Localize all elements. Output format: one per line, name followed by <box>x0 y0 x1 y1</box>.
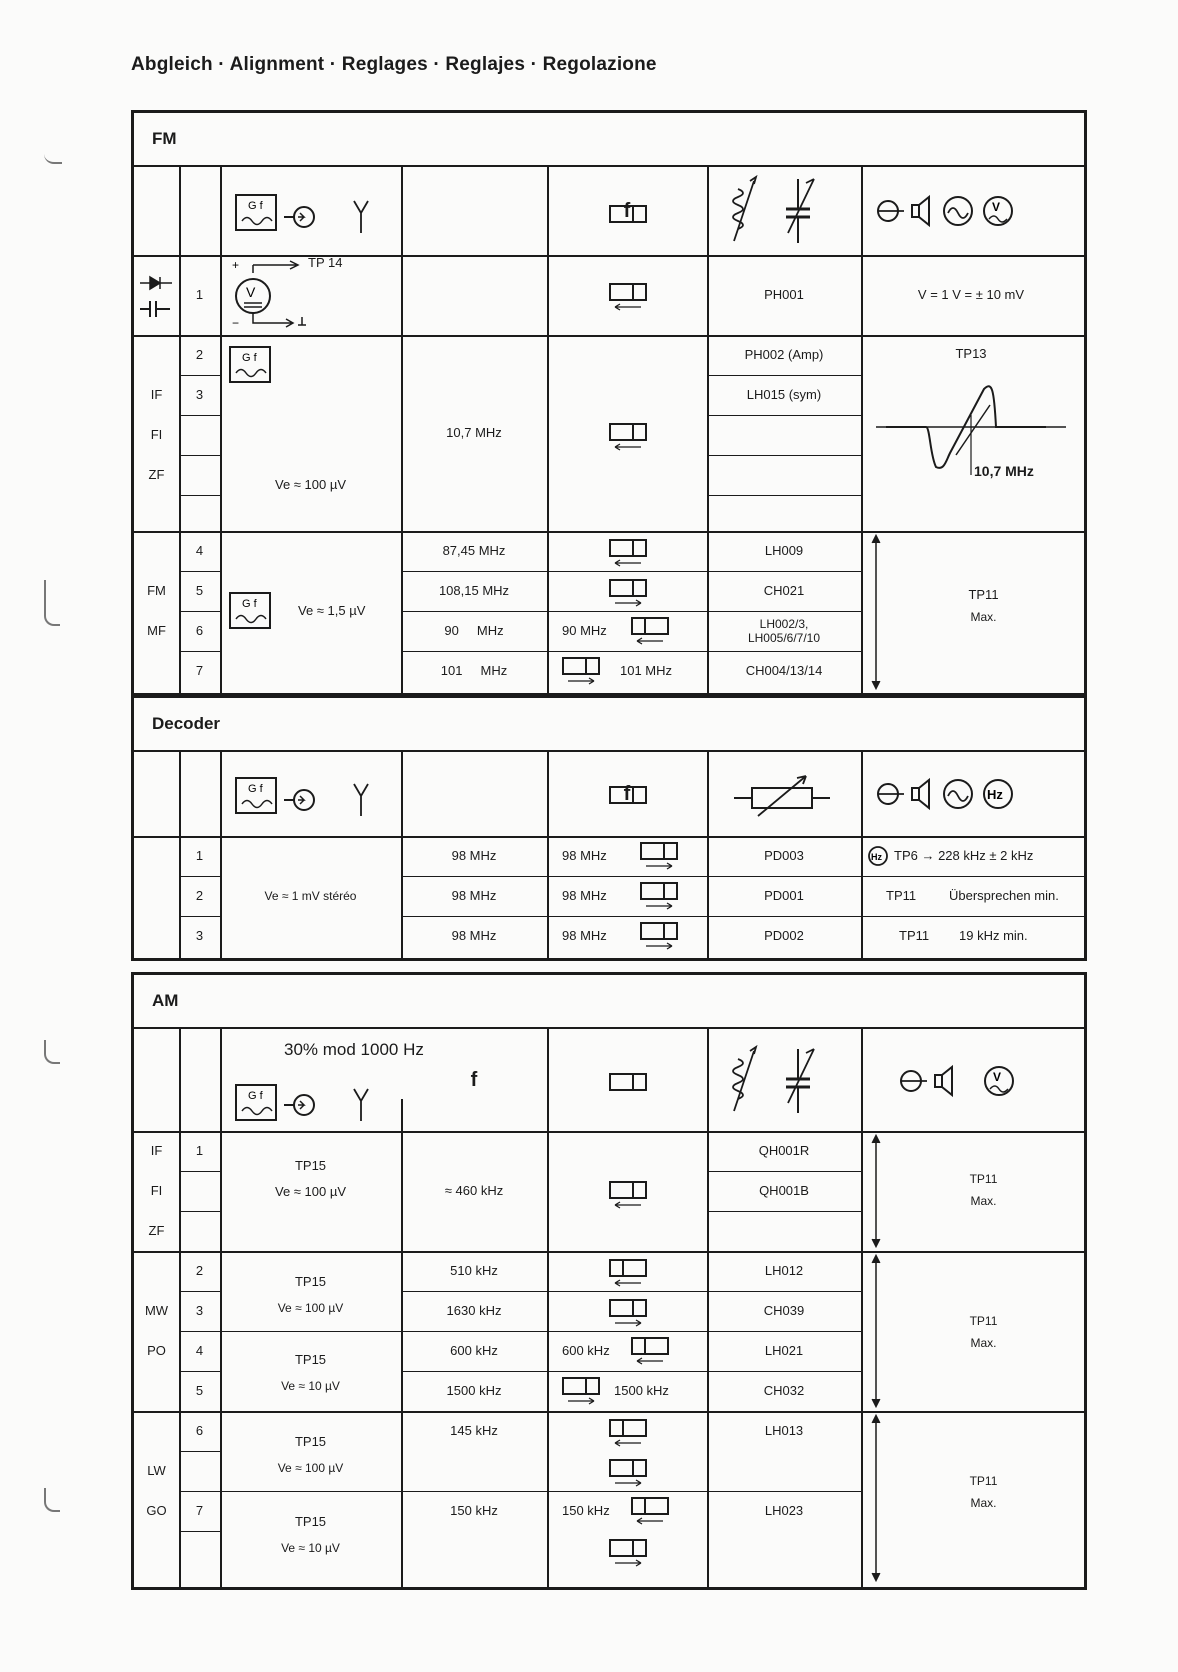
if-core-1: PH002 (Amp) <box>744 347 824 363</box>
if-label-fi: FI <box>150 427 163 443</box>
decoder-adj-3: 98 MHz <box>562 928 607 943</box>
fm-step: 1 <box>195 287 204 303</box>
mw-core-4: LH021 <box>764 1343 804 1359</box>
decoder-tp-3: TP11 <box>899 928 930 943</box>
mf-adj-7: 101 MHz <box>620 663 673 678</box>
decoder-adj-1: 98 MHz <box>562 848 607 863</box>
am-if-core-r: QH001R <box>758 1143 810 1159</box>
range-arrow-icon <box>869 1253 883 1409</box>
mf-label-fm: FM <box>147 583 166 599</box>
fm-panel <box>131 110 1087 696</box>
mf-core-5: CH021 <box>763 583 805 599</box>
svg-text:V: V <box>992 200 1001 214</box>
if-ve: Ve ≈ 100 µV <box>274 477 346 493</box>
if-step-3: 3 <box>195 387 204 403</box>
mw-input-tp-1: TP15 <box>294 1274 327 1290</box>
adjust-core-icon <box>631 617 671 645</box>
generator-icon <box>228 591 273 631</box>
mw-step-5: 5 <box>195 1383 204 1399</box>
mf-core-4: LH009 <box>764 543 804 559</box>
svg-text:Hz: Hz <box>871 852 882 862</box>
mw-tp11: TP11 <box>969 1313 998 1328</box>
mf-freq-7: 101 MHz <box>440 663 508 679</box>
potentiometer-icon <box>734 770 834 820</box>
lw-input-tp-1: TP15 <box>294 1434 327 1450</box>
mf-freq-5: 108,15 MHz <box>438 583 510 599</box>
range-arrow-icon <box>869 1413 883 1583</box>
am-if-tp11: TP11 <box>969 1171 998 1186</box>
meter-icons <box>876 193 1076 233</box>
am-if-max: Max. <box>970 1193 997 1208</box>
antenna-input-icon <box>284 784 384 819</box>
mf-core-7: CH004/13/14 <box>745 663 823 679</box>
adjust-core-icon <box>609 539 649 567</box>
adjust-core-icon <box>609 579 649 607</box>
decoder-panel <box>131 695 1087 961</box>
decoder-header <box>134 698 1084 752</box>
adjust-core-icon <box>631 1337 671 1365</box>
am-if-core-b: QH001B <box>759 1183 809 1199</box>
range-arrow-icon <box>869 533 883 691</box>
am-step-1: 1 <box>195 1143 204 1159</box>
mw-core-2: LH012 <box>764 1263 804 1279</box>
range-arrow-icon <box>869 1133 883 1249</box>
lw-input-tp-2: TP15 <box>294 1514 327 1530</box>
generator-icon <box>234 193 279 233</box>
am-if-tp: TP15 <box>294 1158 327 1174</box>
adjust-core-icon <box>640 842 680 870</box>
adjust-core-icon <box>562 1377 602 1405</box>
decoder-adj-2: 98 MHz <box>562 888 607 903</box>
adjust-core-icon <box>609 786 649 806</box>
decoder-note-2: Übersprechen min. <box>949 888 1059 903</box>
svg-text:Hz: Hz <box>987 787 1003 802</box>
decoder-freq-3: 98 MHz <box>451 928 497 944</box>
if-tp13: TP13 <box>955 346 987 362</box>
svg-text:+: + <box>232 258 240 272</box>
am-if-label-fi: FI <box>150 1183 163 1199</box>
mw-core-3: CH039 <box>763 1303 805 1319</box>
generator-icon <box>234 776 279 816</box>
svg-text:V: V <box>993 1070 1002 1084</box>
lw-tp11: TP11 <box>969 1473 998 1488</box>
page-title: Abgleich · Alignment · Reglages · Reglajes · Regolazione <box>131 54 657 75</box>
lw-input-ve-2: Ve ≈ 10 µV <box>281 1540 340 1555</box>
am-if-label-zf: ZF <box>148 1223 165 1239</box>
mw-input-ve-2: Ve ≈ 10 µV <box>281 1378 340 1393</box>
tp14-label: TP 14 <box>308 255 343 270</box>
lw-core-7: LH023 <box>764 1503 804 1519</box>
mw-freq-5: 1500 kHz <box>446 1383 502 1399</box>
am-f-header: f <box>470 1068 478 1091</box>
fm-meter-value: V = 1 V = ± 10 mV <box>917 287 1025 303</box>
am-header <box>134 975 1084 1029</box>
if-core-2: LH015 (sym) <box>746 387 822 403</box>
decoder-ve: Ve ≈ 1 mV stéréo <box>264 888 357 903</box>
decoder-f-header: f <box>623 782 631 805</box>
svg-text:G f: G f <box>248 783 263 795</box>
if-step-2: 2 <box>195 347 204 363</box>
voltmeter-icon <box>984 197 1012 225</box>
frequency-counter-icon <box>868 846 890 868</box>
am-label: AM <box>152 991 179 1010</box>
decoder-label: Decoder <box>152 714 221 733</box>
meter-icons <box>899 1063 1059 1103</box>
mw-label-po: PO <box>147 1343 166 1359</box>
adjust-core-icon <box>640 882 680 910</box>
margin-mark <box>44 1040 60 1064</box>
lw-max: Max. <box>970 1495 997 1510</box>
adjust-core-icon <box>562 657 602 685</box>
diode-capacitor-icon <box>140 271 174 319</box>
mw-freq-2: 510 kHz <box>450 1263 498 1279</box>
adjust-core-icon <box>609 1459 649 1487</box>
svg-text:V: V <box>246 284 256 300</box>
am-if-freq: ≈ 460 kHz <box>444 1183 504 1199</box>
decoder-step-3: 3 <box>195 928 204 944</box>
oscilloscope-icon <box>944 197 972 225</box>
speaker-icon <box>912 197 929 225</box>
tp14-voltmeter-icon <box>228 258 398 333</box>
mf-tp11: TP11 <box>968 587 999 603</box>
fm-core: PH001 <box>764 287 804 303</box>
adjust-core-icon <box>609 1419 649 1447</box>
mf-freq-4: 87,45 MHz <box>442 543 506 559</box>
am-panel <box>131 972 1087 1590</box>
mf-ve: Ve ≈ 1,5 µV <box>298 603 366 618</box>
fm-header <box>134 113 1084 167</box>
decoder-freq-1: 98 MHz <box>451 848 497 864</box>
mw-input-ve-1: Ve ≈ 100 µV <box>277 1300 344 1315</box>
trimmer-capacitor-icon <box>774 171 824 251</box>
decoder-tp-1: TP6 → 228 kHz ± 2 kHz <box>894 848 1034 863</box>
am-if-ve: Ve ≈ 100 µV <box>274 1184 346 1200</box>
trimmer-capacitor-icon <box>774 1041 824 1121</box>
decoder-core-2: PD001 <box>764 888 804 904</box>
if-label-zf: ZF <box>148 467 165 483</box>
mf-step-4: 4 <box>195 543 204 559</box>
decoder-tp-2: TP11 <box>886 888 917 903</box>
decoder-freq-2: 98 MHz <box>451 888 497 904</box>
mw-freq-4: 600 kHz <box>450 1343 498 1359</box>
frequency-counter-icon <box>984 780 1012 808</box>
mw-freq-3: 1630 kHz <box>446 1303 502 1319</box>
mw-step-4: 4 <box>195 1343 204 1359</box>
lw-adj-7: 150 kHz <box>562 1503 610 1518</box>
mf-label-mf: MF <box>147 623 166 639</box>
mf-step-5: 5 <box>195 583 204 599</box>
decoder-step-2: 2 <box>195 888 204 904</box>
am-mod: 30% mod 1000 Hz <box>284 1040 424 1059</box>
mf-step-6: 6 <box>195 623 204 639</box>
if-label-if: IF <box>150 387 163 403</box>
adjust-core-icon <box>609 423 649 451</box>
margin-mark <box>44 1488 60 1512</box>
if-curve-label: 10,7 MHz <box>974 463 1034 479</box>
decoder-core-3: PD002 <box>764 928 804 944</box>
mf-step-7: 7 <box>195 663 204 679</box>
lw-step-7: 7 <box>195 1503 204 1519</box>
mf-core-6: LH002/3, LH005/6/7/10 <box>747 616 821 645</box>
lw-label-go: GO <box>146 1503 167 1519</box>
margin-mark <box>44 150 62 164</box>
if-freq: 10,7 MHz <box>446 425 502 441</box>
lw-freq-7: 150 kHz <box>450 1503 498 1519</box>
s-curve-icon <box>876 375 1066 495</box>
antenna-input-icon <box>284 1089 384 1124</box>
lw-freq-6: 145 kHz <box>450 1423 498 1439</box>
fm-label: FM <box>152 129 177 148</box>
mw-step-3: 3 <box>195 1303 204 1319</box>
lw-core-6: LH013 <box>764 1423 804 1439</box>
lw-label-lw: LW <box>147 1463 166 1479</box>
mw-step-2: 2 <box>195 1263 204 1279</box>
mw-input-tp-2: TP15 <box>294 1352 327 1368</box>
svg-text:G f: G f <box>248 200 263 212</box>
generator-icon <box>234 1083 279 1123</box>
mw-max: Max. <box>970 1335 997 1350</box>
am-if-label-if: IF <box>150 1143 163 1159</box>
mf-freq-6: 90 MHz <box>444 623 504 639</box>
antenna-input-icon <box>284 201 384 236</box>
mw-adj-4: 600 kHz <box>562 1343 610 1358</box>
decoder-step-1: 1 <box>195 848 204 864</box>
adjust-core-icon <box>609 1539 649 1567</box>
svg-text:G f: G f <box>242 598 257 610</box>
lw-input-ve-1: Ve ≈ 100 µV <box>277 1460 344 1475</box>
mw-label-mw: MW <box>144 1303 169 1319</box>
mw-adj-5: 1500 kHz <box>614 1383 669 1398</box>
adjust-core-icon <box>609 205 649 225</box>
generator-icon <box>228 345 273 385</box>
mw-core-5: CH032 <box>763 1383 805 1399</box>
mf-max: Max. <box>970 609 997 624</box>
decoder-core-1: PD003 <box>764 848 804 864</box>
svg-text:G f: G f <box>242 352 257 364</box>
svg-text:−: − <box>232 316 240 330</box>
coil-icon <box>724 1041 764 1121</box>
adjust-core-icon <box>640 922 680 950</box>
adjust-core-icon <box>609 1181 649 1209</box>
coil-icon <box>724 171 764 251</box>
fm-f-header: f <box>623 199 631 222</box>
adjust-core-icon <box>609 283 649 311</box>
decoder-note-3: 19 kHz min. <box>959 928 1028 943</box>
adjust-core-icon <box>609 1073 649 1093</box>
lw-step-6: 6 <box>195 1423 204 1439</box>
mf-adj-6: 90 MHz <box>562 623 607 638</box>
adjust-core-icon <box>609 1259 649 1287</box>
svg-text:G f: G f <box>248 1090 263 1102</box>
meter-icons <box>876 776 1076 816</box>
adjust-core-icon <box>609 1299 649 1327</box>
adjust-core-icon <box>631 1497 671 1525</box>
margin-mark <box>44 580 60 626</box>
